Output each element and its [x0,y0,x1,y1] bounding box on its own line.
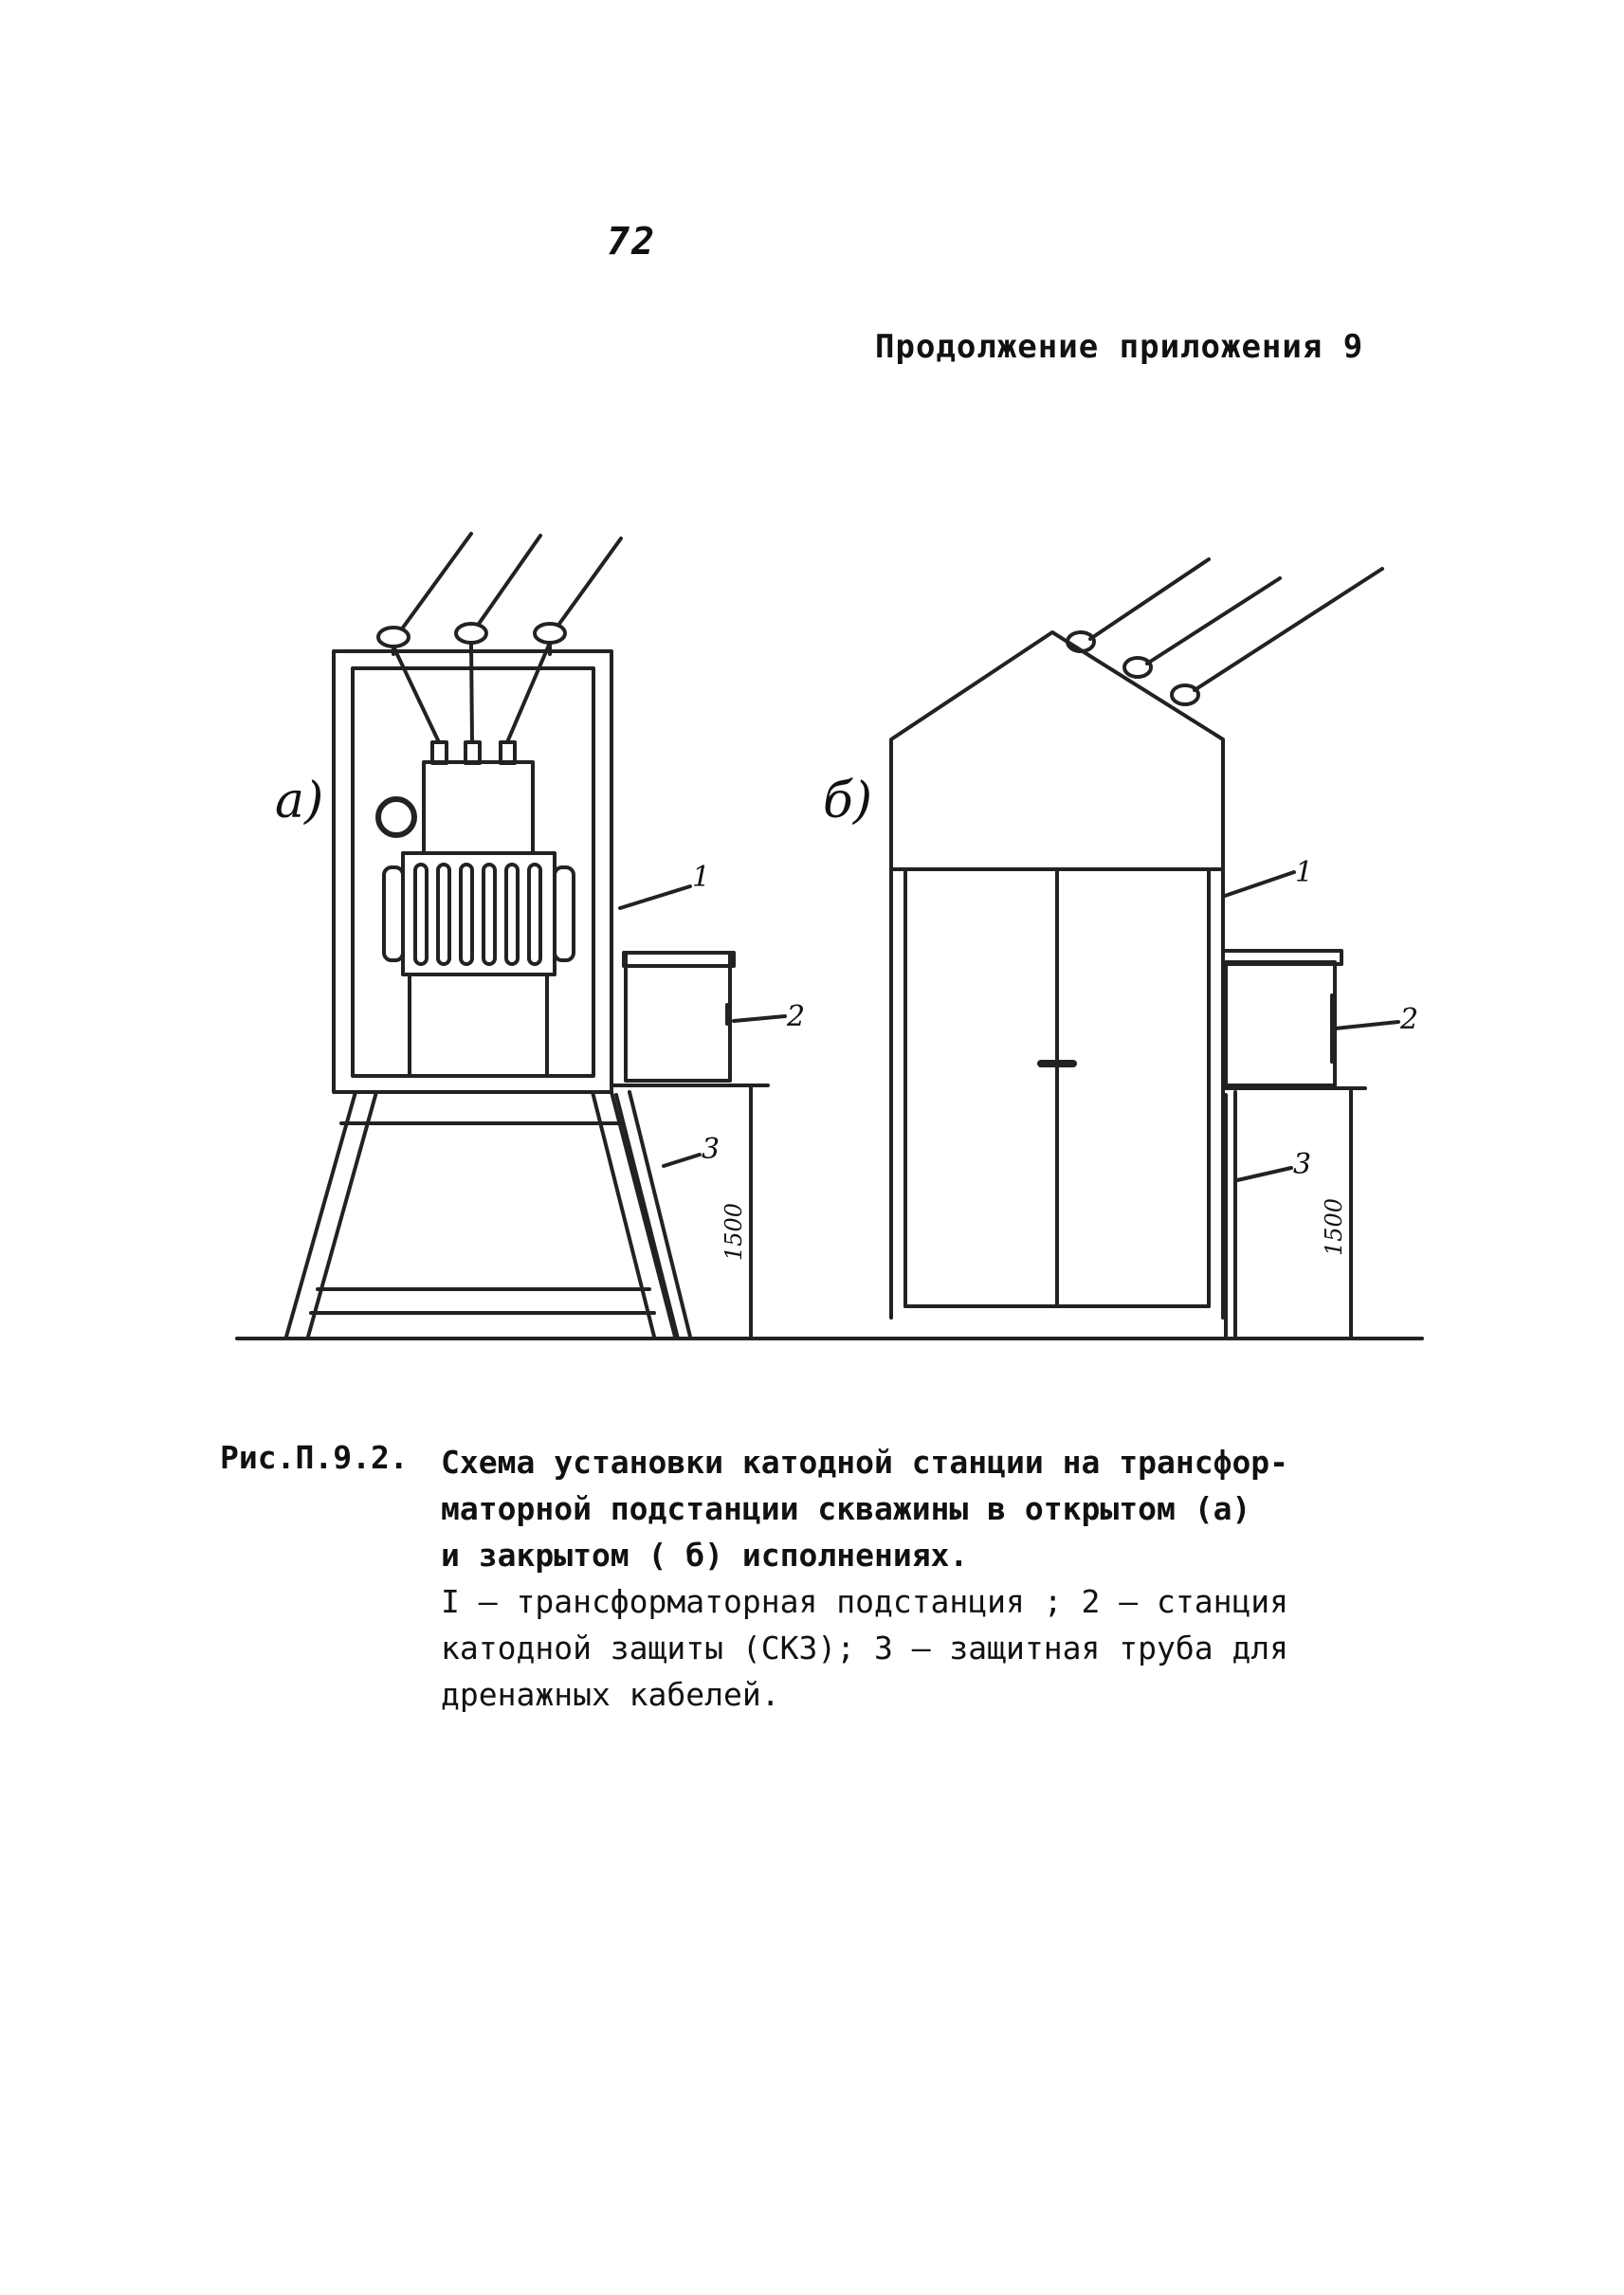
callout-3-a: 3 [702,1133,721,1166]
legend-line: дренажных кабелей. [441,1676,780,1713]
page-number: 72 [607,220,657,264]
dimension-b: 1500 [1321,1197,1347,1256]
caption-line: и закрытом ( б) исполнениях. [441,1537,969,1574]
legend-line: катодной защиты (СКЗ); 3 – защитная труба для [441,1630,1289,1667]
callout-2-b: 2 [1400,1003,1419,1036]
callout-1-a: 1 [692,861,711,894]
figure-number: Рис.П.9.2. [220,1439,409,1476]
callout-3-b: 3 [1293,1148,1312,1181]
legend-line: I – трансформаторная подстанция ; 2 – станция [441,1583,1289,1620]
caption-line: маторной подстанции скважины в открытом (а) [441,1490,1251,1527]
open-substation-drawing [286,534,785,1339]
callout-2-a: 2 [787,1000,806,1033]
figure-caption [441,1439,1356,1718]
panel-a-label: а) [275,773,324,829]
appendix-continuation-heading: Продолжение приложения 9 [875,328,1364,366]
panel-b-label: б) [823,773,873,829]
dimension-a: 1500 [721,1202,747,1261]
caption-line: Схема установки катодной станции на трансфор- [441,1444,1289,1481]
callout-1-b: 1 [1295,856,1314,889]
